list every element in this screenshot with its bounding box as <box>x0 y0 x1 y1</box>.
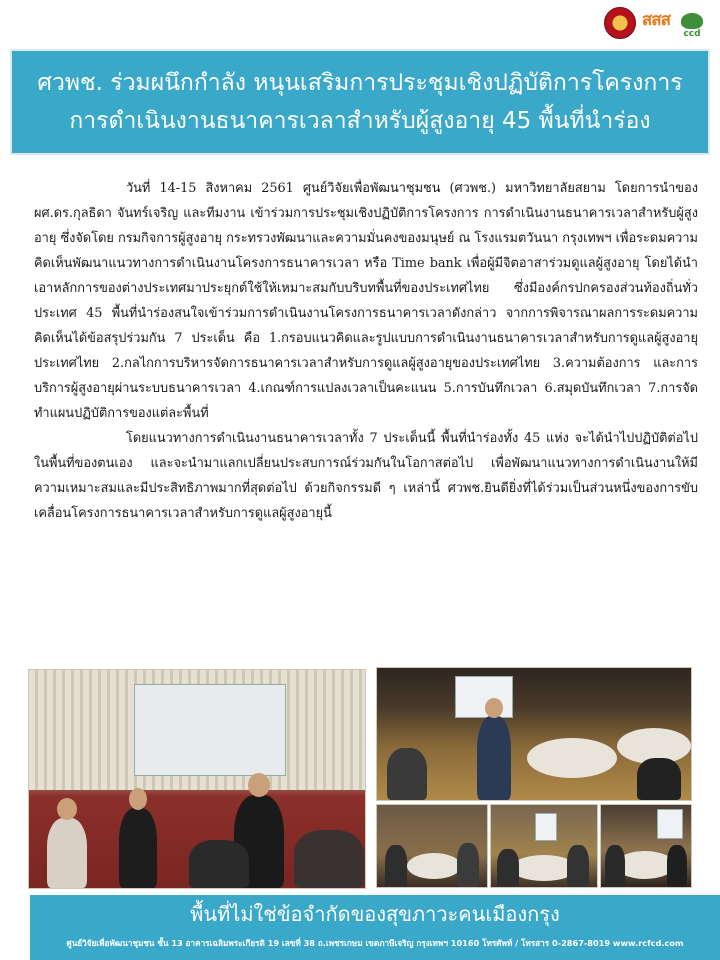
audience-member-2 <box>294 830 364 888</box>
article-paragraph-1: วันที่ 14-15 สิงหาคม 2561 ศูนย์วิจัยเพื่อพัฒนาชุมชน (ศวพช.) มหาวิทยาลัยสยาม โดยการนำของ ผศ.ดร.กุลธิดา จันทร์เจริญ และทีมงาน เข้าร่วมการประชุมเชิงปฏิบัติการโครงการ การดำเนินงานธนาคารเวลาสำหรับผู้สูงอายุ ซึ่งจัดโดย กรมกิจการผู้สูงอายุ กระทรวงพัฒนาและความมั่นคงของมนุษย์ ณ โรงแรมตวันนา กรุงเทพฯ เพื่อระดมความคิดเห็นพัฒนาแนวทางการดำเนินงานโครงการธนาคารเวลา หรือ Time bank เพื่อผู้มีจิตอาสาร่วมดูแลผู้สูงอายุ โดยได้นำเอาหลักการของต่างประเทศมาประยุกต์ใช้ให้เหมาะสมกับบริบทพื้นที่ของประเทศไทย ซึ่งมีองค์กรปกครองส่วนท้องถิ่นทั่วประเทศ 45 พื้นที่นำร่องสนใจเข้าร่วมการดำเนินงานโครงการธนาคารเวลาดังกล่าว จากการพิจารณาผลการระดมความคิดเห็นได้ข้อสรุปร่วมกัน 7 ประเด็น คือ 1.กรอบแนวคิดและรูปแบบการดำเนินงานธนาคารเวลาสำหรับการดูแลผู้สูงอายุประเทศไทย 2.กลไกการบริหารจัดการธนาคารเวลาสำหรับการดูแลผู้สูงอายุของประเทศไทย 3.ความต้องการ และการบริการผู้สูงอายุผ่านระบบธนาคารเวลา 4.เกณฑ์การแปลงเวลาเป็นคะแนน 5.การบันทึกเวลา 6.สมุดบันทึกเวลา 7.การจัดทำแผนปฏิบัติการของแต่ละพื้นที่ <box>34 181 698 421</box>
ccd-logo <box>676 7 708 39</box>
sss-logo-mark: สสส <box>641 10 670 30</box>
participant <box>605 845 625 887</box>
participant-2 <box>567 845 589 887</box>
participant-2 <box>457 843 479 887</box>
footer-bar <box>30 895 720 960</box>
participant-2 <box>667 845 687 887</box>
person-left-head <box>57 798 77 820</box>
page-title-line-1: ศวพช. ร่วมผนึกกำลัง หนุนเสริมการประชุมเชิงปฏิบัติการโครงการ <box>37 70 683 96</box>
audience-member <box>189 840 249 888</box>
title-banner-panel <box>10 49 710 155</box>
person-center <box>119 808 157 888</box>
photo-speakers-on-stage <box>28 669 366 889</box>
article-paragraph-2: โดยแนวทางการดำเนินงานธนาคารเวลาทั้ง 7 ประเด็นนี้ พื้นที่นำร่องทั้ง 45 แห่ง จะได้นำไปปฏิบัติต่อไปในพื้นที่ของตนเอง และจะนำมาแลกเปลี่ยนประสบการณ์ร่วมกันในโอกาสต่อไป เพื่อพัฒนาแนวทางการดำเนินงานให้มีความเหมาะสมและมีประสิทธิภาพมากที่สุดต่อไป ด้วยกิจกรรมดี ๆ เหล่านี้ ศวพช.ยินดียิ่งที่ได้ร่วมเป็นส่วนหนึ่งของการขับเคลื่อนโครงการธนาคารเวลาสำหรับการดูแลผู้สูงอายุนี้ <box>34 431 698 521</box>
sss-logo <box>642 11 670 35</box>
photo-presenter-meeting-room <box>376 667 692 801</box>
tree-icon <box>681 13 703 29</box>
footer-address: ศูนย์วิจัยเพื่อพัฒนาชุมชน ชั้น 13 อาคารเฉลิมพระเกียรติ 19 เลขที่ 38 ถ.เพชรเกษม เขตภาษีเจริญ กรุงเทพฯ 10160 โทรศัพท์ / โทรสาร 0-2867-8019 www.rcfcd.com <box>66 938 684 948</box>
participant <box>497 849 519 887</box>
flip-chart <box>535 813 557 841</box>
article-body <box>34 176 698 526</box>
sss-logo-subtext <box>655 29 657 35</box>
person-center-head <box>129 788 147 810</box>
partner-logos <box>604 4 708 42</box>
university-seal-logo <box>604 7 636 39</box>
title-banner <box>6 45 714 159</box>
participant <box>385 845 407 887</box>
flip-chart <box>657 809 683 839</box>
event-backdrop-banner <box>134 684 286 776</box>
participant <box>387 748 427 800</box>
photo-group-discussion-1 <box>376 804 488 888</box>
person-left <box>47 818 87 888</box>
photo-group-discussion-2 <box>490 804 598 888</box>
presenter <box>477 716 511 800</box>
person-right-head <box>248 773 270 797</box>
photo-group-discussion-3 <box>600 804 692 888</box>
ccd-logo-mark: ccd <box>683 29 701 39</box>
presenter-head <box>485 698 503 718</box>
footer-slogan: พื้นที่ไม่ใช่ข้อจำกัดของสุขภาวะคนเมืองกรุง <box>190 902 560 926</box>
discussion-table <box>407 853 461 879</box>
round-table <box>527 738 617 778</box>
projector-screen <box>455 676 513 718</box>
participant-2 <box>637 758 681 800</box>
page-title-line-2: การดำเนินงานธนาคารเวลาสำหรับผู้สูงอายุ 45 พื้นที่นำร่อง <box>69 108 651 134</box>
